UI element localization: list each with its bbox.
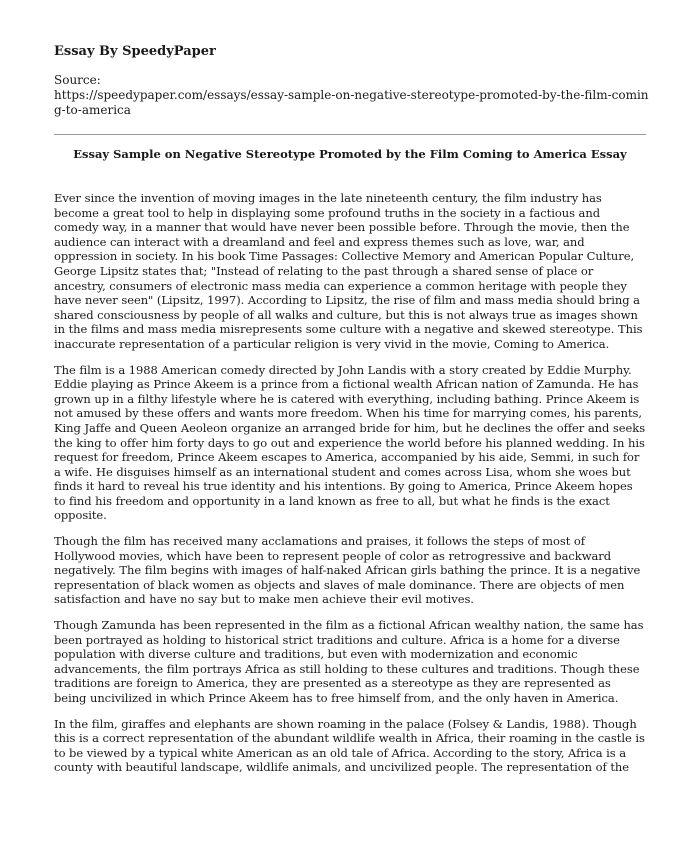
source-label: Source: — [54, 73, 101, 87]
paragraph: Ever since the invention of moving images in the late nineteenth century, the film industry has become a great tool to help in displaying some profound truths in the society in a factious and comedy way, in a manner that would have never been possible before. Through the movie, then the audience can interact with a dreamland and feel and express themes such as love, war, and oppression in society. In his book Time Passages: Collective Memory and American Popular Culture, George Lipsitz states that; "Instead of relating to the past through a shared sense of place or ancestry, consumers of electronic mass media can experience a common heritage with people they have never seen" (Lipsitz, 1997). According to Lipsitz, the rise of film and mass media should bring a shared consciousness by people of all walks and culture, but this is not always true as images shown in the films and mass media misrepresents some culture with a negative and skewed stereotype. This inaccurate representation of a particular religion is very vivid in the movie, Coming to America. — [54, 191, 643, 351]
paragraph: Though Zamunda has been represented in the film as a fictional African wealthy nation, the same has been portrayed as holding to historical strict traditions and culture. Africa is a home for a diverse population with diverse culture and traditions, but even with modernization and economic advancements, the film portrays Africa as still holding to these cultures and traditions. Though these traditions are foreign to America, they are presented as a stereotype as they are represented as being uncivilized in which Prince Akeem has to free himself from, and the only haven in America. — [54, 618, 644, 705]
paragraph: Though the film has received many acclamations and praises, it follows the steps of most of Hollywood movies, which have been to represent people of color as retrogressive and backward negatively. The film begins with images of half-naked African girls bathing the prince. It is a negative representation of black women as objects and slaves of male dominance. There are objects of men satisfaction and have no say but to make men achieve their evil motives. — [54, 534, 641, 607]
essay-body — [54, 191, 646, 775]
divider — [54, 134, 646, 135]
paragraph: The film is a 1988 American comedy directed by John Landis with a story created by Eddie Murphy. Eddie playing as Prince Akeem is a prince from a fictional wealth African nation of Zamunda. He has grown up in a filthy lifestyle where he is catered with everything, including bathing. Prince Akeem is not amused by these offers and wants more freedom. When his time for marrying comes, his parents, King Jaffe and Queen Aeoleon organize an arranged bride for him, but he declines the offer and seeks the king to offer him forty days to go out and experience the world before his planned wedding. In his request for freedom, Prince Akeem escapes to America, accompanied by his aide, Semmi, in such for a wife. He disguises himself as an international student and comes across Lisa, whom she woes but finds it hard to reveal his true identity and his intentions. By going to America, Prince Akeem hopes to find his freedom and opportunity in a land known as free to all, but what he finds is the exact opposite. — [54, 362, 646, 523]
brand-title: Essay By SpeedyPaper — [54, 44, 216, 59]
source-url[interactable]: https://speedypaper.com/essays/essay-sample-on-negative-stereotype-promoted-by-the-film-coming-to-america — [54, 88, 649, 117]
essay-title: Essay Sample on Negative Stereotype Promoted by the Film Coming to America Essay — [73, 147, 627, 161]
paragraph: In the film, giraffes and elephants are shown roaming in the palace (Folsey & Landis, 1988). Though this is a correct representation of the abundant wildlife wealth in Africa, their roaming in the castle is to be viewed by a typical white American as an old tale of Africa. According to the story, Africa is a county with beautiful landscape, wildlife animals, and uncivilized people. The representation of the — [54, 716, 645, 775]
